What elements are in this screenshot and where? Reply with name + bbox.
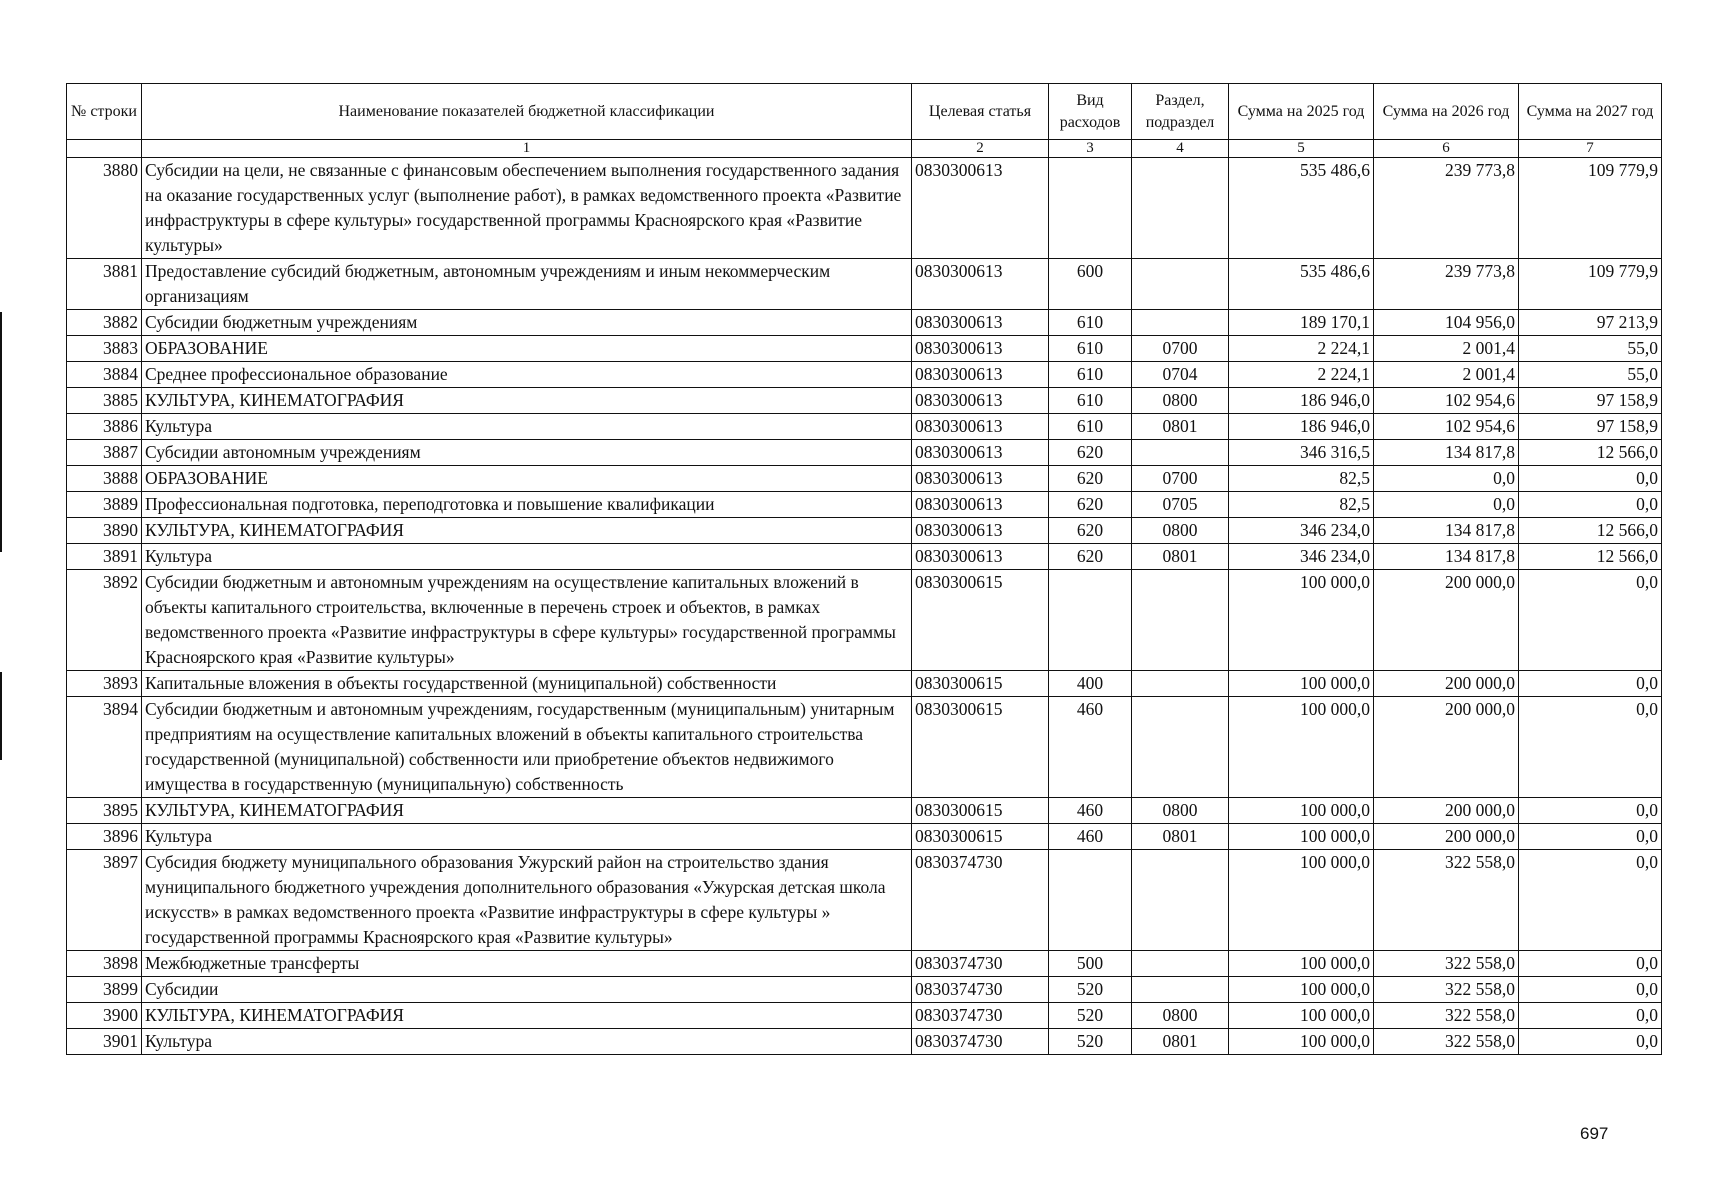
row-sum-2025-cell: 2 224,1 (1229, 336, 1374, 362)
row-sum-2027-cell: 97 158,9 (1519, 414, 1662, 440)
row-vid-cell: 620 (1049, 466, 1132, 492)
row-vid-cell: 620 (1049, 544, 1132, 570)
row-sum-2025-cell: 100 000,0 (1229, 570, 1374, 671)
row-vid-cell (1049, 158, 1132, 259)
row-target-code-cell: 0830300613 (912, 310, 1049, 336)
row-target-code-cell: 0830300613 (912, 158, 1049, 259)
row-sum-2026-cell: 322 558,0 (1374, 850, 1519, 951)
row-sum-2025-cell: 100 000,0 (1229, 671, 1374, 697)
row-sum-2025-cell: 100 000,0 (1229, 798, 1374, 824)
row-vid-cell: 520 (1049, 1029, 1132, 1055)
table-body (67, 158, 1662, 1055)
row-razdel-cell (1132, 951, 1229, 977)
row-number-cell: 3886 (67, 414, 142, 440)
row-number-cell: 3882 (67, 310, 142, 336)
row-target-code-cell: 0830374730 (912, 1029, 1049, 1055)
row-target-code-cell: 0830300613 (912, 388, 1049, 414)
row-sum-2026-cell: 200 000,0 (1374, 570, 1519, 671)
row-sum-2025-cell: 186 946,0 (1229, 414, 1374, 440)
column-number: 5 (1229, 140, 1374, 158)
row-number-cell: 3885 (67, 388, 142, 414)
row-name-cell: КУЛЬТУРА, КИНЕМАТОГРАФИЯ (142, 388, 912, 414)
row-sum-2025-cell: 535 486,6 (1229, 259, 1374, 310)
row-sum-2027-cell: 0,0 (1519, 492, 1662, 518)
row-sum-2026-cell: 322 558,0 (1374, 1003, 1519, 1029)
row-vid-cell: 620 (1049, 518, 1132, 544)
row-sum-2026-cell: 322 558,0 (1374, 977, 1519, 1003)
row-sum-2027-cell: 0,0 (1519, 671, 1662, 697)
column-number-blank (67, 140, 142, 158)
row-target-code-cell: 0830300613 (912, 492, 1049, 518)
row-target-code-cell: 0830300613 (912, 414, 1049, 440)
row-razdel-cell: 0800 (1132, 518, 1229, 544)
row-sum-2026-cell: 134 817,8 (1374, 544, 1519, 570)
row-target-code-cell: 0830300613 (912, 440, 1049, 466)
row-number-cell: 3897 (67, 850, 142, 951)
row-name-cell: Субсидии (142, 977, 912, 1003)
column-number: 3 (1049, 140, 1132, 158)
row-razdel-cell: 0801 (1132, 824, 1229, 850)
row-vid-cell: 610 (1049, 336, 1132, 362)
table-row (67, 1003, 1662, 1029)
row-number-cell: 3884 (67, 362, 142, 388)
header-vid: Вид расходов (1049, 84, 1132, 140)
table-row (67, 158, 1662, 259)
row-sum-2026-cell: 239 773,8 (1374, 158, 1519, 259)
table-row (67, 414, 1662, 440)
column-number-row (67, 140, 1662, 158)
row-sum-2025-cell: 346 234,0 (1229, 518, 1374, 544)
row-number-cell: 3883 (67, 336, 142, 362)
row-sum-2025-cell: 100 000,0 (1229, 1003, 1374, 1029)
row-sum-2026-cell: 104 956,0 (1374, 310, 1519, 336)
row-name-cell: Среднее профессиональное образование (142, 362, 912, 388)
row-number-cell: 3880 (67, 158, 142, 259)
table-row (67, 336, 1662, 362)
table-row (67, 492, 1662, 518)
row-sum-2027-cell: 12 566,0 (1519, 518, 1662, 544)
table-row (67, 850, 1662, 951)
row-sum-2027-cell: 0,0 (1519, 466, 1662, 492)
row-name-cell: ОБРАЗОВАНИЕ (142, 336, 912, 362)
row-name-cell: КУЛЬТУРА, КИНЕМАТОГРАФИЯ (142, 518, 912, 544)
row-vid-cell: 610 (1049, 414, 1132, 440)
header-sum-2027: Сумма на 2027 год (1519, 84, 1662, 140)
row-target-code-cell: 0830300613 (912, 544, 1049, 570)
row-name-cell: Субсидия бюджету муниципального образования Ужурский район на строительство здания муниципального бюджетного учреждения дополнительного образования «Ужурская детская школа искусств» в рамках ведомственного проекта «Развитие инфраструктуры в сфере культуры » государственной программы Красноярского края «Развитие культуры» (142, 850, 912, 951)
row-name-cell: Субсидии бюджетным и автономным учреждениям на осуществление капитальных вложений в объекты капитального строительства, включенные в перечень строек и объектов, в рамках ведомственного проекта «Развитие инфраструктуры в сфере культуры» государственной программы Красноярского края «Развитие культуры» (142, 570, 912, 671)
row-sum-2027-cell: 0,0 (1519, 824, 1662, 850)
row-sum-2026-cell: 200 000,0 (1374, 697, 1519, 798)
header-sum-2026: Сумма на 2026 год (1374, 84, 1519, 140)
row-razdel-cell (1132, 259, 1229, 310)
row-razdel-cell: 0700 (1132, 336, 1229, 362)
row-name-cell: Культура (142, 414, 912, 440)
table-row (67, 671, 1662, 697)
row-target-code-cell: 0830300613 (912, 336, 1049, 362)
row-sum-2025-cell: 100 000,0 (1229, 824, 1374, 850)
header-razdel: Раздел, подраздел (1132, 84, 1229, 140)
column-number: 2 (912, 140, 1049, 158)
table-row (67, 259, 1662, 310)
column-number: 1 (142, 140, 912, 158)
row-sum-2027-cell: 0,0 (1519, 798, 1662, 824)
row-number-cell: 3898 (67, 951, 142, 977)
row-razdel-cell: 0801 (1132, 544, 1229, 570)
row-sum-2027-cell: 0,0 (1519, 850, 1662, 951)
row-number-cell: 3896 (67, 824, 142, 850)
row-vid-cell: 610 (1049, 388, 1132, 414)
row-sum-2027-cell: 55,0 (1519, 336, 1662, 362)
row-vid-cell: 500 (1049, 951, 1132, 977)
row-name-cell: Межбюджетные трансферты (142, 951, 912, 977)
scan-edge-mark (0, 312, 2, 552)
row-sum-2026-cell: 102 954,6 (1374, 388, 1519, 414)
row-name-cell: Субсидии бюджетным учреждениям (142, 310, 912, 336)
row-sum-2027-cell: 12 566,0 (1519, 440, 1662, 466)
row-name-cell: Субсидии на цели, не связанные с финансовым обеспечением выполнения государственного задания на оказание государственных услуг (выполнение работ), в рамках ведомственного проекта «Развитие инфраструктуры в сфере культуры» государственной программы Красноярского края «Развитие культуры» (142, 158, 912, 259)
row-sum-2027-cell: 12 566,0 (1519, 544, 1662, 570)
row-number-cell: 3894 (67, 697, 142, 798)
header-target: Целевая статья (912, 84, 1049, 140)
table-row (67, 518, 1662, 544)
row-sum-2026-cell: 239 773,8 (1374, 259, 1519, 310)
column-number: 4 (1132, 140, 1229, 158)
row-name-cell: ОБРАЗОВАНИЕ (142, 466, 912, 492)
row-sum-2026-cell: 200 000,0 (1374, 671, 1519, 697)
row-sum-2026-cell: 134 817,8 (1374, 518, 1519, 544)
row-target-code-cell: 0830374730 (912, 850, 1049, 951)
row-sum-2026-cell: 322 558,0 (1374, 1029, 1519, 1055)
scan-edge-mark (0, 672, 2, 760)
row-vid-cell: 610 (1049, 310, 1132, 336)
row-razdel-cell: 0801 (1132, 1029, 1229, 1055)
row-vid-cell: 620 (1049, 440, 1132, 466)
table-row (67, 570, 1662, 671)
row-sum-2027-cell: 109 779,9 (1519, 259, 1662, 310)
row-sum-2026-cell: 200 000,0 (1374, 824, 1519, 850)
row-sum-2026-cell: 200 000,0 (1374, 798, 1519, 824)
header-sum-2025: Сумма на 2025 год (1229, 84, 1374, 140)
row-name-cell: Предоставление субсидий бюджетным, автономным учреждениям и иным некоммерческим организациям (142, 259, 912, 310)
table-row (67, 388, 1662, 414)
row-number-cell: 3901 (67, 1029, 142, 1055)
row-name-cell: Культура (142, 544, 912, 570)
row-sum-2026-cell: 0,0 (1374, 492, 1519, 518)
table-row (67, 440, 1662, 466)
header-row-no: № строки (67, 84, 142, 140)
column-number: 7 (1519, 140, 1662, 158)
table-row (67, 544, 1662, 570)
table-row (67, 310, 1662, 336)
row-name-cell: Культура (142, 824, 912, 850)
row-sum-2026-cell: 0,0 (1374, 466, 1519, 492)
row-target-code-cell: 0830374730 (912, 1003, 1049, 1029)
column-number: 6 (1374, 140, 1519, 158)
page-number: 697 (1580, 1124, 1609, 1143)
row-sum-2025-cell: 189 170,1 (1229, 310, 1374, 336)
row-sum-2025-cell: 100 000,0 (1229, 697, 1374, 798)
row-razdel-cell (1132, 671, 1229, 697)
table-row (67, 362, 1662, 388)
row-number-cell: 3895 (67, 798, 142, 824)
row-sum-2027-cell: 97 213,9 (1519, 310, 1662, 336)
row-razdel-cell (1132, 310, 1229, 336)
header-name: Наименование показателей бюджетной классификации (142, 84, 912, 140)
row-razdel-cell (1132, 158, 1229, 259)
row-sum-2026-cell: 2 001,4 (1374, 336, 1519, 362)
row-sum-2027-cell: 0,0 (1519, 570, 1662, 671)
row-razdel-cell (1132, 977, 1229, 1003)
row-number-cell: 3891 (67, 544, 142, 570)
row-sum-2025-cell: 82,5 (1229, 466, 1374, 492)
row-razdel-cell: 0800 (1132, 798, 1229, 824)
row-razdel-cell (1132, 570, 1229, 671)
row-vid-cell (1049, 570, 1132, 671)
row-number-cell: 3890 (67, 518, 142, 544)
row-target-code-cell: 0830374730 (912, 951, 1049, 977)
row-sum-2027-cell: 97 158,9 (1519, 388, 1662, 414)
table-row (67, 697, 1662, 798)
table-row (67, 951, 1662, 977)
table-row (67, 824, 1662, 850)
row-sum-2027-cell: 0,0 (1519, 697, 1662, 798)
row-target-code-cell: 0830300615 (912, 671, 1049, 697)
row-target-code-cell: 0830300613 (912, 362, 1049, 388)
row-target-code-cell: 0830300613 (912, 466, 1049, 492)
row-vid-cell: 400 (1049, 671, 1132, 697)
row-sum-2027-cell: 0,0 (1519, 1003, 1662, 1029)
row-name-cell: Субсидии автономным учреждениям (142, 440, 912, 466)
row-sum-2026-cell: 102 954,6 (1374, 414, 1519, 440)
row-sum-2025-cell: 100 000,0 (1229, 1029, 1374, 1055)
row-sum-2027-cell: 0,0 (1519, 1029, 1662, 1055)
row-sum-2026-cell: 322 558,0 (1374, 951, 1519, 977)
row-vid-cell: 600 (1049, 259, 1132, 310)
budget-table (66, 83, 1662, 1055)
table-row (67, 466, 1662, 492)
row-sum-2025-cell: 100 000,0 (1229, 951, 1374, 977)
table-row (67, 977, 1662, 1003)
table-row (67, 1029, 1662, 1055)
row-sum-2026-cell: 2 001,4 (1374, 362, 1519, 388)
row-name-cell: Субсидии бюджетным и автономным учреждениям, государственным (муниципальным) унитарным предприятиям на осуществление капитальных вложений в объекты капитального строительства государственной (муниципальной) собственности или приобретение объектов недвижимого имущества в государственную (муниципальную) собственность (142, 697, 912, 798)
row-sum-2025-cell: 2 224,1 (1229, 362, 1374, 388)
row-sum-2027-cell: 55,0 (1519, 362, 1662, 388)
row-razdel-cell: 0801 (1132, 414, 1229, 440)
row-sum-2025-cell: 346 316,5 (1229, 440, 1374, 466)
row-target-code-cell: 0830374730 (912, 977, 1049, 1003)
row-vid-cell (1049, 850, 1132, 951)
row-number-cell: 3900 (67, 1003, 142, 1029)
row-name-cell: Профессиональная подготовка, переподготовка и повышение квалификации (142, 492, 912, 518)
row-razdel-cell: 0800 (1132, 1003, 1229, 1029)
row-target-code-cell: 0830300613 (912, 518, 1049, 544)
row-vid-cell: 460 (1049, 824, 1132, 850)
row-razdel-cell: 0800 (1132, 388, 1229, 414)
row-number-cell: 3892 (67, 570, 142, 671)
row-vid-cell: 520 (1049, 977, 1132, 1003)
row-sum-2025-cell: 535 486,6 (1229, 158, 1374, 259)
row-number-cell: 3887 (67, 440, 142, 466)
row-number-cell: 3899 (67, 977, 142, 1003)
row-name-cell: Капитальные вложения в объекты государственной (муниципальной) собственности (142, 671, 912, 697)
row-name-cell: КУЛЬТУРА, КИНЕМАТОГРАФИЯ (142, 798, 912, 824)
row-vid-cell: 460 (1049, 697, 1132, 798)
row-number-cell: 3881 (67, 259, 142, 310)
row-vid-cell: 460 (1049, 798, 1132, 824)
row-razdel-cell (1132, 850, 1229, 951)
row-razdel-cell (1132, 697, 1229, 798)
row-vid-cell: 620 (1049, 492, 1132, 518)
row-number-cell: 3889 (67, 492, 142, 518)
row-sum-2027-cell: 109 779,9 (1519, 158, 1662, 259)
row-vid-cell: 520 (1049, 1003, 1132, 1029)
row-name-cell: КУЛЬТУРА, КИНЕМАТОГРАФИЯ (142, 1003, 912, 1029)
row-razdel-cell: 0700 (1132, 466, 1229, 492)
row-sum-2027-cell: 0,0 (1519, 977, 1662, 1003)
row-razdel-cell: 0705 (1132, 492, 1229, 518)
row-target-code-cell: 0830300615 (912, 697, 1049, 798)
row-sum-2025-cell: 100 000,0 (1229, 977, 1374, 1003)
row-sum-2025-cell: 186 946,0 (1229, 388, 1374, 414)
row-vid-cell: 610 (1049, 362, 1132, 388)
row-sum-2025-cell: 82,5 (1229, 492, 1374, 518)
row-target-code-cell: 0830300613 (912, 259, 1049, 310)
header-row (67, 84, 1662, 140)
row-target-code-cell: 0830300615 (912, 824, 1049, 850)
row-number-cell: 3893 (67, 671, 142, 697)
row-sum-2025-cell: 346 234,0 (1229, 544, 1374, 570)
row-target-code-cell: 0830300615 (912, 570, 1049, 671)
row-target-code-cell: 0830300615 (912, 798, 1049, 824)
row-sum-2027-cell: 0,0 (1519, 951, 1662, 977)
row-razdel-cell (1132, 440, 1229, 466)
row-razdel-cell: 0704 (1132, 362, 1229, 388)
row-number-cell: 3888 (67, 466, 142, 492)
row-sum-2026-cell: 134 817,8 (1374, 440, 1519, 466)
row-sum-2025-cell: 100 000,0 (1229, 850, 1374, 951)
table-row (67, 798, 1662, 824)
row-name-cell: Культура (142, 1029, 912, 1055)
